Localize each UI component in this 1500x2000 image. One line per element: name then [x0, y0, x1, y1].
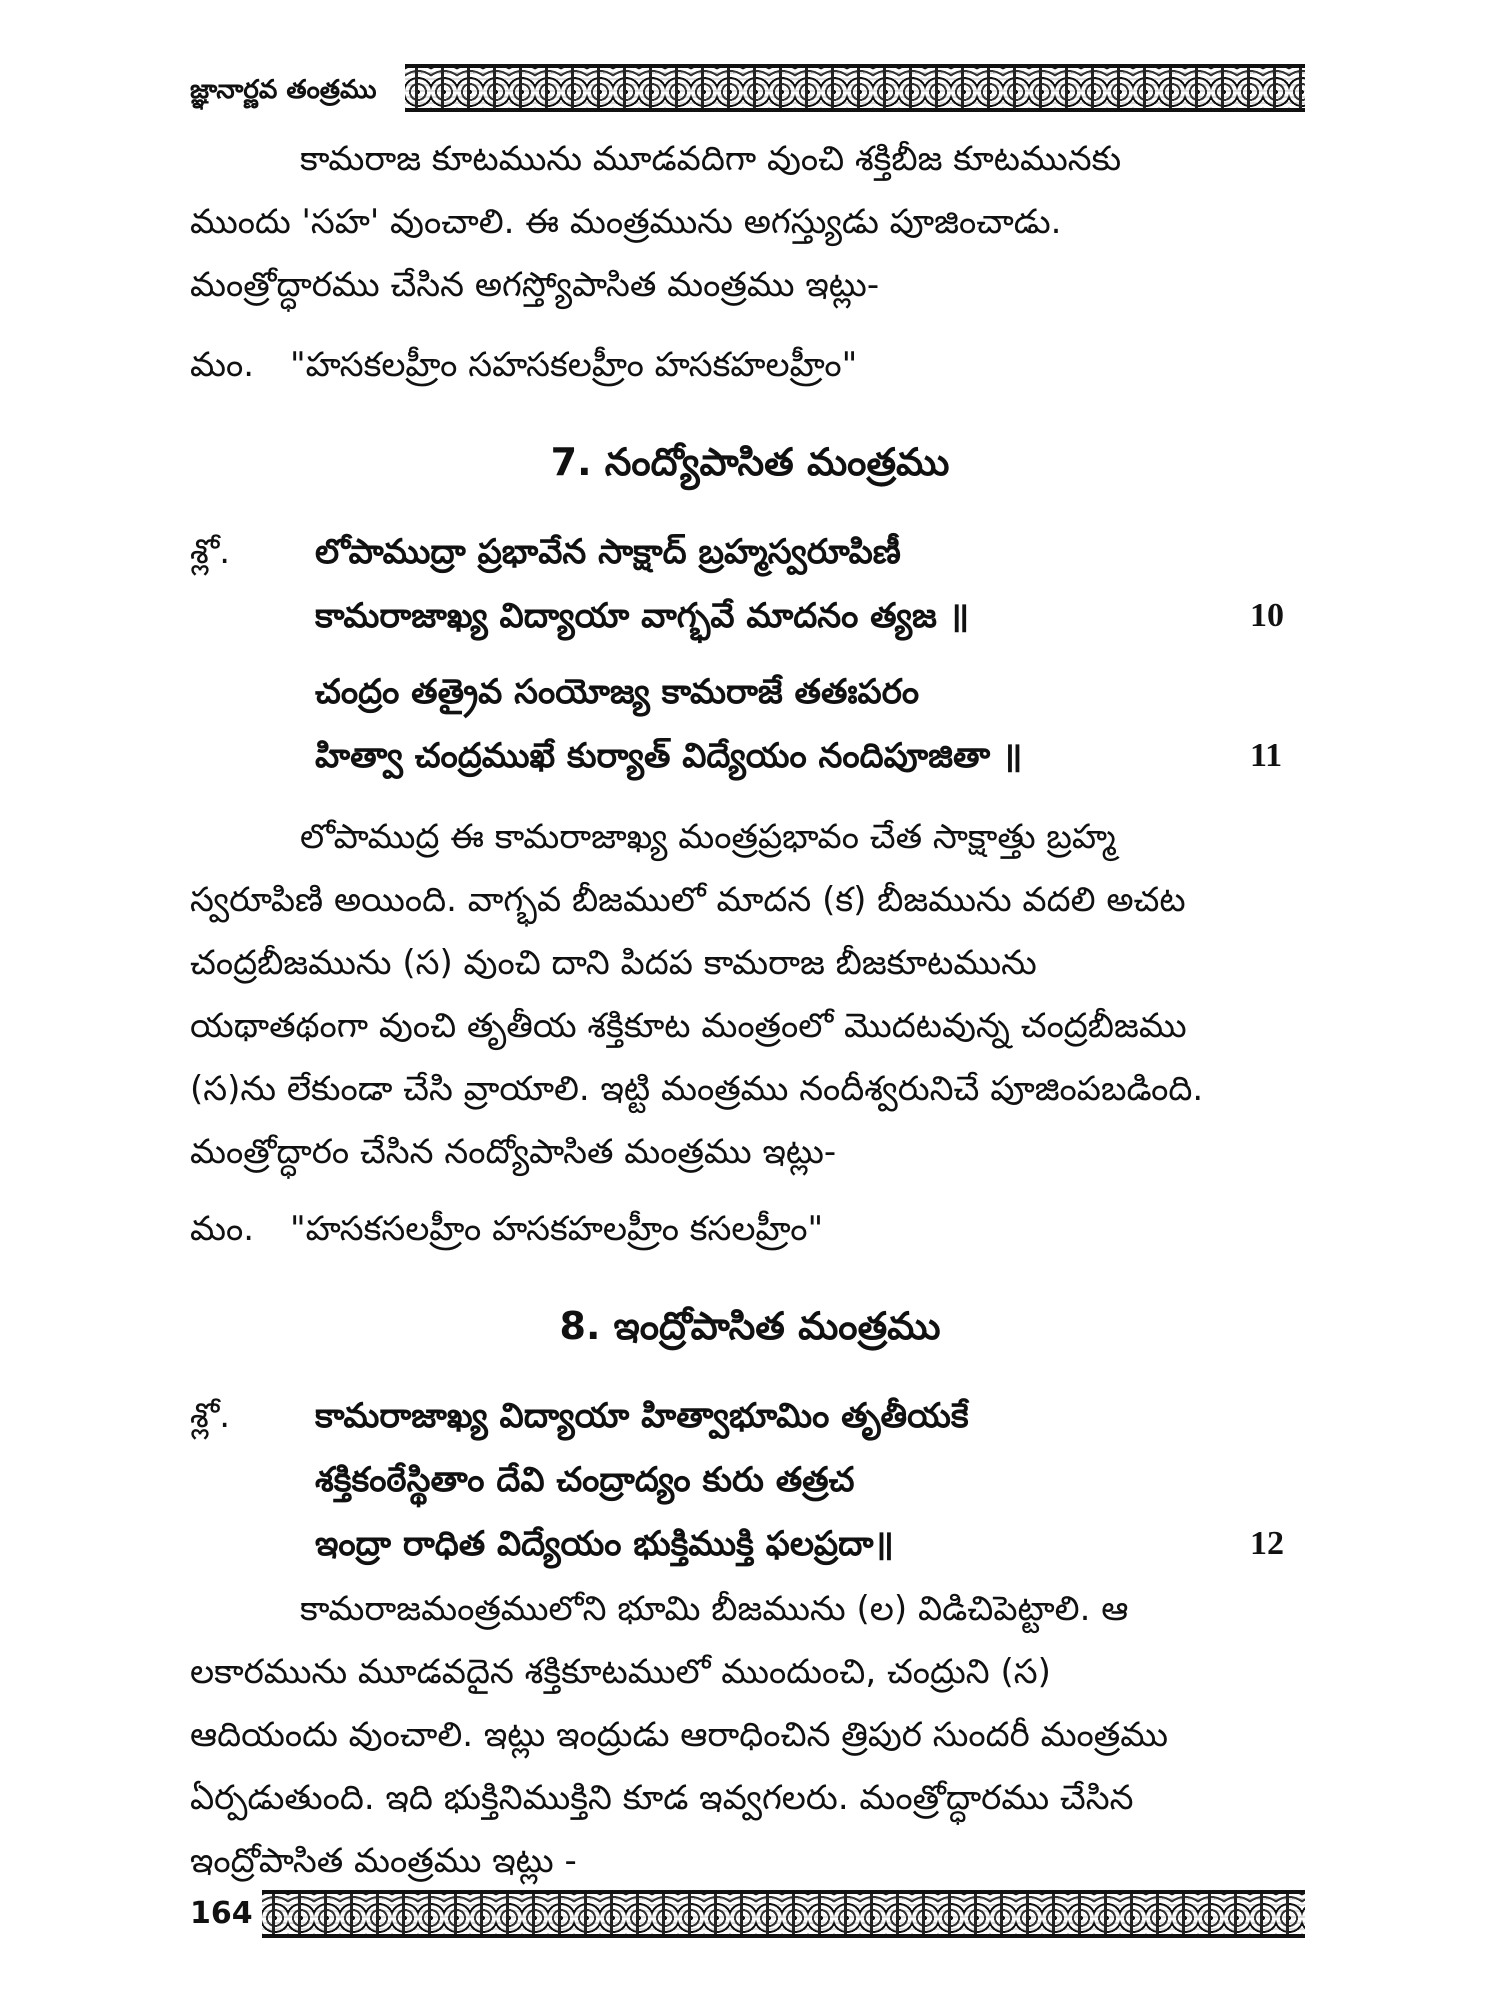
decorative-border-top — [405, 64, 1305, 112]
verse-number: 10 — [1250, 597, 1284, 634]
paragraph-indra — [190, 1578, 1295, 1893]
verse-10 — [190, 520, 1320, 648]
verse-line: శక్తికంఠేస్థితాం దేవి చంద్రాద్యం కురు తత్రచ — [315, 1460, 855, 1500]
text-line: కామరాజ కూటమును మూడవదిగా వుంచి శక్తిబీజ కూటమునకు — [300, 139, 1122, 179]
mantra-nandi — [190, 1198, 823, 1261]
verse-line: కామరాజాఖ్య విద్యాయా హిత్వాభూమిం తృతీయకే — [315, 1396, 969, 1436]
mantra-agastya — [190, 334, 857, 397]
text-line: కామరాజమంత్రములోని భూమి బీజమును (ల) విడిచిపెట్టాలి. ఆ — [300, 1589, 1129, 1629]
text-line: ముందు 'సహ' వుంచాలి. ఈ మంత్రమును అగస్త్యుడు పూజించాడు. — [190, 202, 1062, 242]
paragraph-nandi — [190, 806, 1295, 1184]
text-line: స్వరూపిణి అయింది. వాగ్భవ బీజములో మాదన (క) బీజమును వదలి అచట — [190, 880, 1186, 920]
verse-number: 11 — [1250, 737, 1283, 774]
text-line: యథాతథంగా వుంచి తృతీయ శక్తికూట మంత్రంలో మొదటవున్న చంద్రబీజము — [190, 1006, 1187, 1046]
text-line: ఏర్పడుతుంది. ఇది భుక్తినిముక్తిని కూడ ఇవ్వగలరు. మంత్రోద్ధారము చేసిన — [190, 1778, 1134, 1818]
section-heading-7: 7. నంద్యోపాసిత మంత్రము — [550, 440, 950, 484]
text-line: చంద్రబీజమును (స) వుంచి దాని పిదప కామరాజ బీజకూటమును — [190, 943, 1037, 983]
text-line: ఆదియందు వుంచాలి. ఇట్లు ఇంద్రుడు ఆరాధించిన త్రిపుర సుందరీ మంత్రము — [190, 1715, 1168, 1755]
text-line: మంత్రోద్ధారము చేసిన అగస్త్యోపాసిత మంత్రము ఇట్లు- — [190, 265, 880, 305]
text-line: ఇంద్రోపాసిత మంత్రము ఇట్లు - — [190, 1841, 577, 1881]
mantra-label: మం. — [190, 1209, 255, 1249]
text-line: మంత్రోద్ధారం చేసిన నంద్యోపాసిత మంత్రము ఇట్లు- — [190, 1132, 837, 1172]
text-line: లోపాముద్ర ఈ కామరాజాఖ్య మంత్రప్రభావం చేత సాక్షాత్తు బ్రహ్మ — [300, 817, 1116, 857]
verse-11 — [190, 660, 1320, 788]
decorative-border-bottom — [262, 1890, 1305, 1938]
verse-12 — [190, 1384, 1320, 1576]
mantra-text: "హసకసలహ్రీం హసకహలహ్రీం కసలహ్రీం" — [290, 1209, 824, 1249]
verse-line: లోపాముద్రా ప్రభావేన సాక్షాద్ బ్రహ్మస్వరూపిణీ — [315, 532, 901, 572]
verse-line: ఇంద్రా రాధిత విద్యేయం భుక్తిముక్తి ఫలప్రదా॥ — [315, 1524, 894, 1564]
paragraph-agastya — [190, 128, 1295, 317]
verse-line: చంద్రం తత్రైవ సంయోజ్య కామరాజే తతఃపరం — [315, 672, 920, 712]
running-header-title: జ్ఞానార్ణవ తంత్రము — [190, 75, 377, 105]
verse-label: శ్లో. — [190, 1396, 231, 1436]
mantra-text: "హసకలహ్రీం సహసకలహ్రీం హసకహలహ్రీం" — [290, 345, 858, 385]
verse-line: కామరాజాఖ్య విద్యాయా వాగ్భవే మాదనం త్యజ ॥ — [315, 596, 970, 636]
verse-label: శ్లో. — [190, 532, 231, 572]
text-line: లకారమును మూడవదైన శక్తికూటములో ముందుంచి, చంద్రుని (స) — [190, 1652, 1051, 1692]
verse-number: 12 — [1250, 1525, 1284, 1562]
section-heading-8: 8. ఇంద్రోపాసిత మంత్రము — [559, 1304, 941, 1348]
mantra-label: మం. — [190, 345, 255, 385]
text-line: (స)ను లేకుండా చేసి వ్రాయాలి. ఇట్టి మంత్రము నందీశ్వరునిచే పూజింపబడింది. — [190, 1069, 1204, 1109]
verse-line: హిత్వా చంద్రముఖే కుర్యాత్ విద్యేయం నందిపూజితా ॥ — [315, 736, 1023, 776]
page-number: 164 — [190, 1896, 253, 1931]
